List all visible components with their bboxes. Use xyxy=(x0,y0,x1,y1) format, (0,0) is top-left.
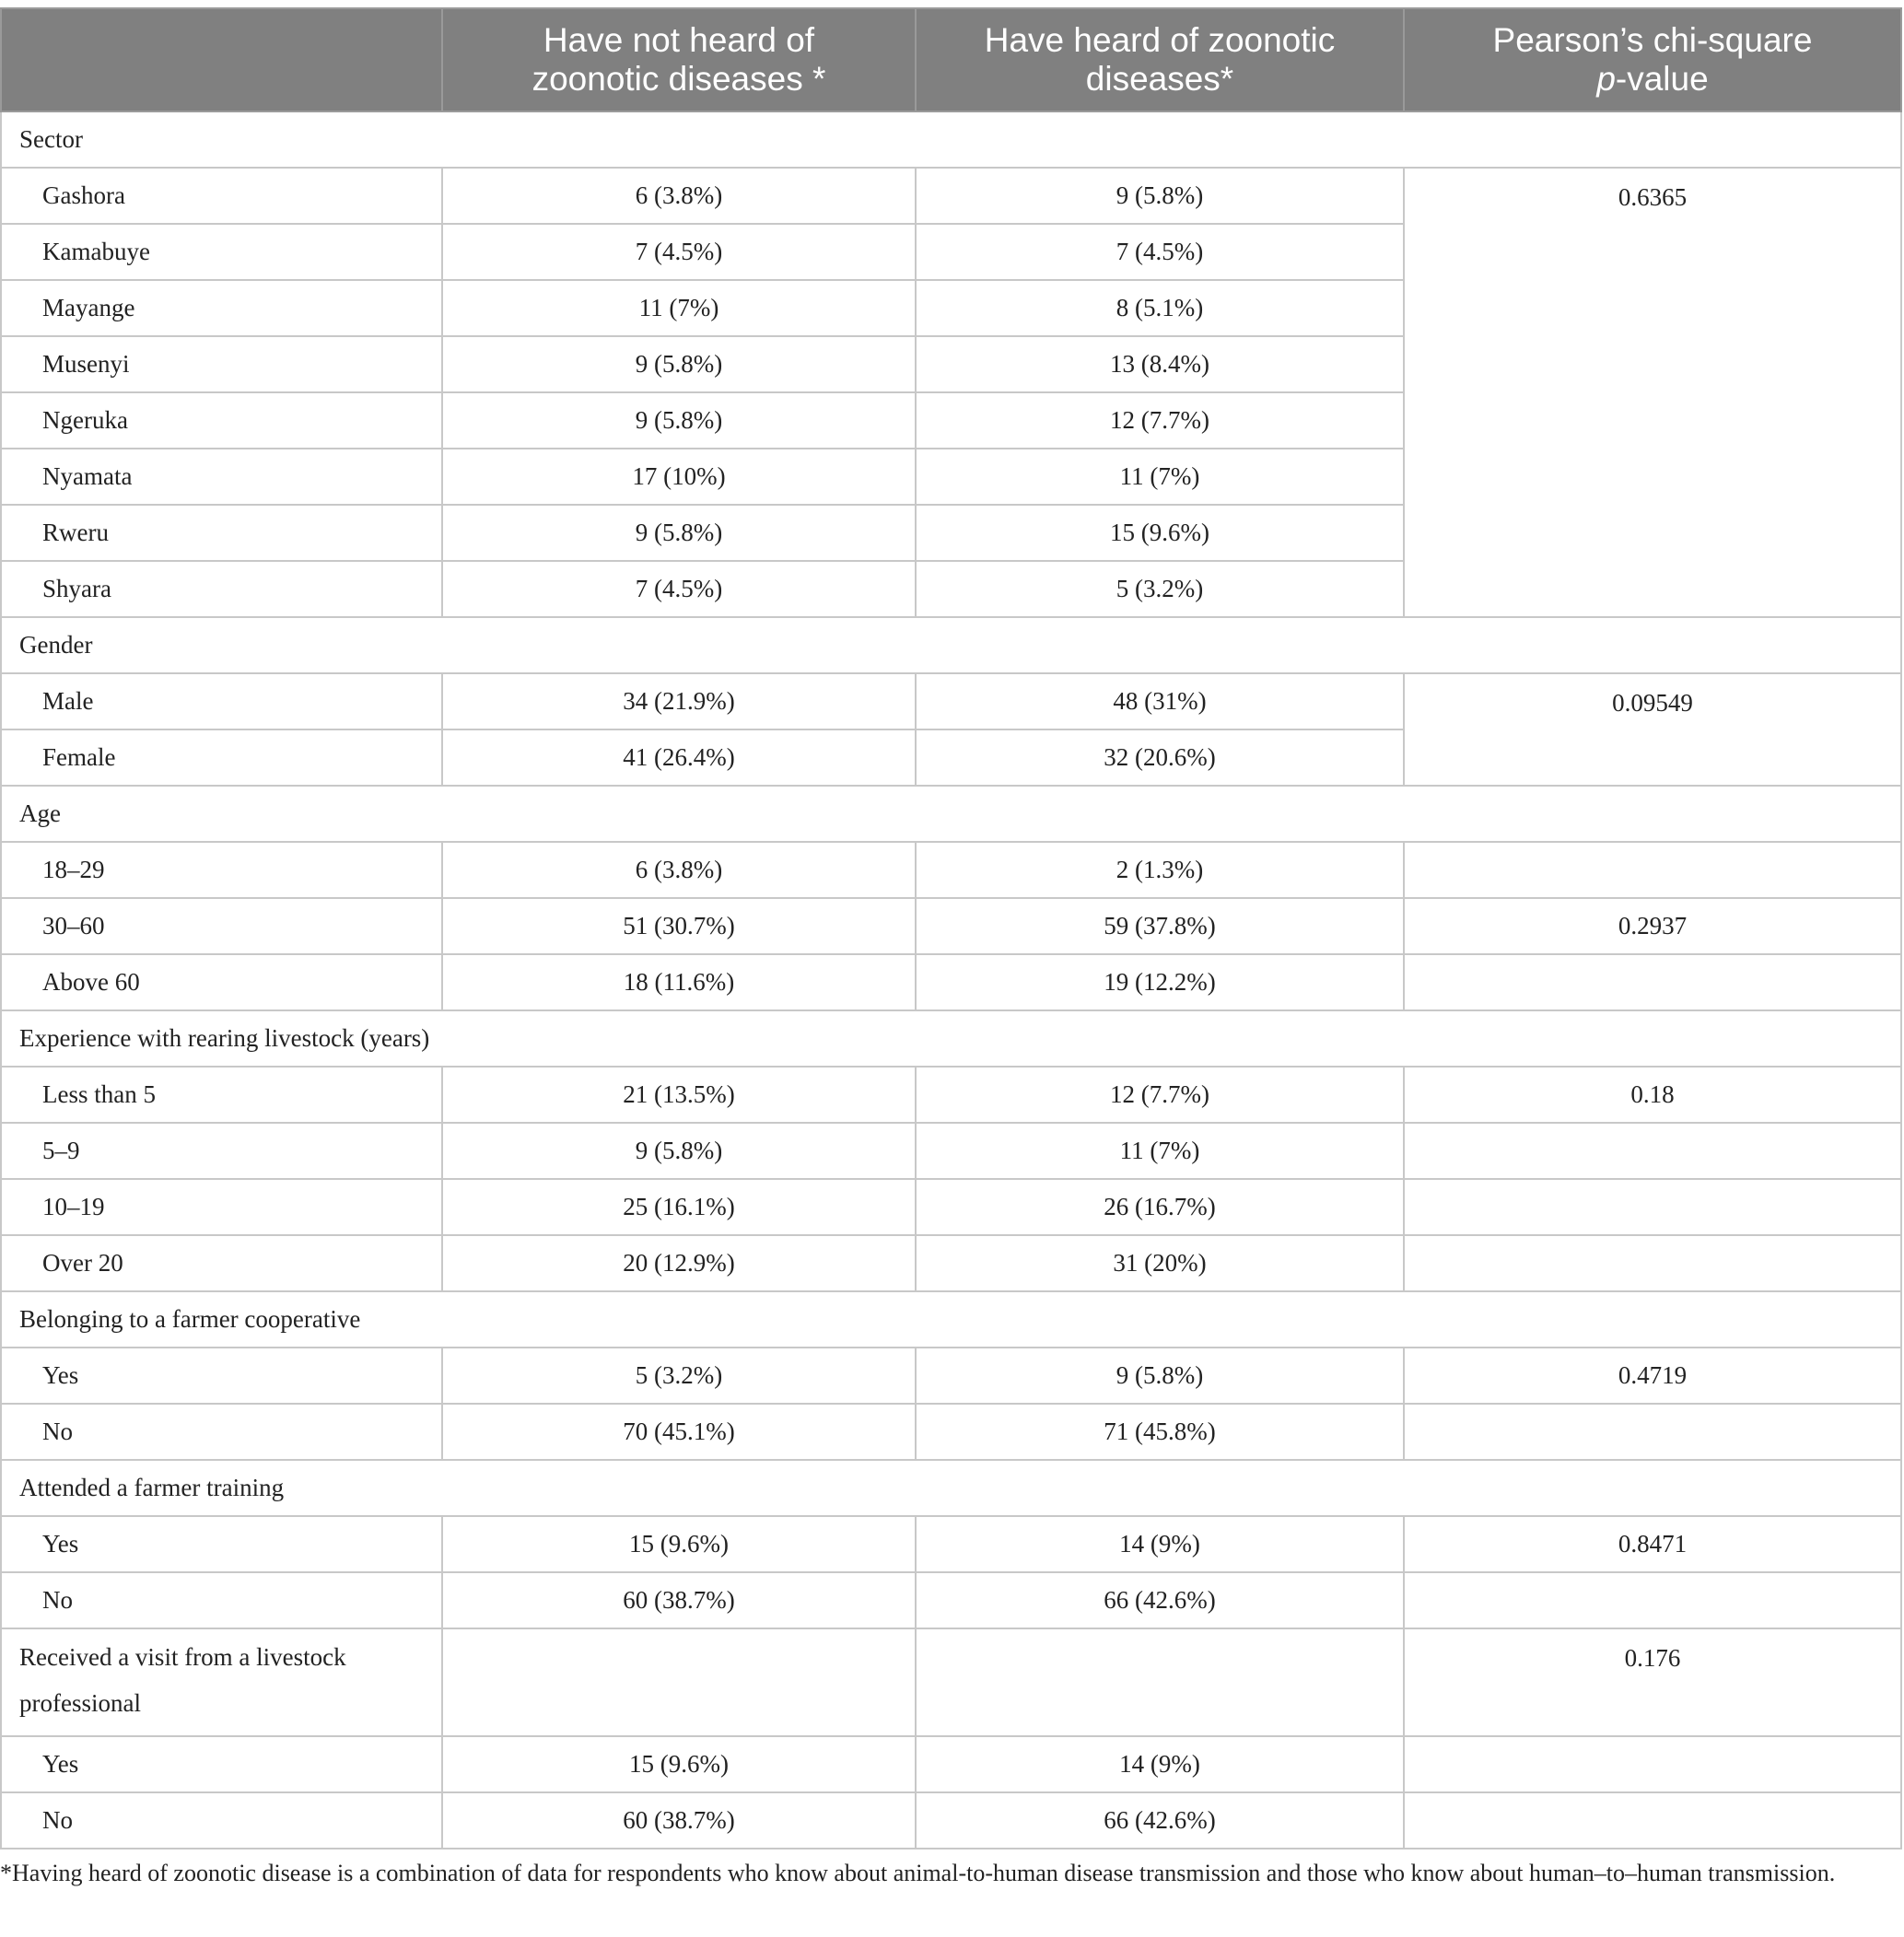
cell-heard: 9 (5.8%) xyxy=(916,1348,1404,1404)
table-row xyxy=(1,1736,1901,1792)
cell-empty xyxy=(442,1628,916,1736)
row-label: Less than 5 xyxy=(1,1067,442,1123)
cell-not-heard: 9 (5.8%) xyxy=(442,1123,916,1179)
row-label: Shyara xyxy=(1,561,442,617)
cell-p-value-empty xyxy=(1404,1235,1901,1291)
cell-not-heard: 7 (4.5%) xyxy=(442,224,916,280)
cell-heard: 13 (8.4%) xyxy=(916,336,1404,392)
row-label: Rweru xyxy=(1,505,442,561)
zoonotic-awareness-table xyxy=(0,7,1902,1849)
cell-heard: 66 (42.6%) xyxy=(916,1572,1404,1628)
row-label: No xyxy=(1,1572,442,1628)
table-row xyxy=(1,898,1901,954)
cell-p-value-empty xyxy=(1404,1792,1901,1849)
cell-not-heard: 7 (4.5%) xyxy=(442,561,916,617)
cell-not-heard: 70 (45.1%) xyxy=(442,1404,916,1460)
row-label: Male xyxy=(1,673,442,729)
group-row-experience xyxy=(1,1010,1901,1067)
cell-heard: 9 (5.8%) xyxy=(916,168,1404,224)
cell-heard: 8 (5.1%) xyxy=(916,280,1404,336)
table-row xyxy=(1,1516,1901,1572)
table-row xyxy=(1,1404,1901,1460)
group-row-training xyxy=(1,1460,1901,1516)
table-row xyxy=(1,1348,1901,1404)
row-label: Yes xyxy=(1,1348,442,1404)
cell-not-heard: 17 (10%) xyxy=(442,449,916,505)
row-label: 10–19 xyxy=(1,1179,442,1235)
header-empty-cell xyxy=(1,8,442,111)
header-not-heard: Have not heard of zoonotic diseases * xyxy=(442,8,916,111)
row-label: Over 20 xyxy=(1,1235,442,1291)
cell-heard: 5 (3.2%) xyxy=(916,561,1404,617)
table-row xyxy=(1,954,1901,1010)
group-row-gender xyxy=(1,617,1901,673)
cell-p-value: 0.176 xyxy=(1404,1628,1901,1736)
table-row xyxy=(1,1792,1901,1849)
table-row xyxy=(1,1123,1901,1179)
header-pvalue: Pearson’s chi-square p-value xyxy=(1404,8,1901,111)
cell-heard: 12 (7.7%) xyxy=(916,392,1404,449)
cell-empty xyxy=(916,1628,1404,1736)
group-row-age xyxy=(1,786,1901,842)
cell-p-value: 0.09549 xyxy=(1404,673,1901,786)
cell-p-value-empty xyxy=(1404,1404,1901,1460)
cell-not-heard: 15 (9.6%) xyxy=(442,1736,916,1792)
cell-not-heard: 18 (11.6%) xyxy=(442,954,916,1010)
group-label: Age xyxy=(1,786,1901,842)
cell-not-heard: 6 (3.8%) xyxy=(442,168,916,224)
cell-not-heard: 25 (16.1%) xyxy=(442,1179,916,1235)
cell-not-heard: 20 (12.9%) xyxy=(442,1235,916,1291)
row-label: Female xyxy=(1,729,442,786)
row-label: Mayange xyxy=(1,280,442,336)
cell-p-value: 0.8471 xyxy=(1404,1516,1901,1572)
cell-not-heard: 9 (5.8%) xyxy=(442,392,916,449)
row-label: Musenyi xyxy=(1,336,442,392)
cell-not-heard: 60 (38.7%) xyxy=(442,1792,916,1849)
row-label: Yes xyxy=(1,1736,442,1792)
cell-heard: 26 (16.7%) xyxy=(916,1179,1404,1235)
cell-heard: 11 (7%) xyxy=(916,1123,1404,1179)
table-footnote: *Having heard of zoonotic disease is a combination of data for respondents who know about animal-to-human disease transmission and those who know about human–to–human transmission. xyxy=(0,1860,1836,1886)
row-label: Yes xyxy=(1,1516,442,1572)
row-label: 30–60 xyxy=(1,898,442,954)
cell-p-value: 0.6365 xyxy=(1404,168,1901,617)
cell-heard: 66 (42.6%) xyxy=(916,1792,1404,1849)
cell-p-value-empty xyxy=(1404,954,1901,1010)
group-label: Attended a farmer training xyxy=(1,1460,1901,1516)
cell-heard: 31 (20%) xyxy=(916,1235,1404,1291)
cell-not-heard: 5 (3.2%) xyxy=(442,1348,916,1404)
group-label: Received a visit from a livestock professional xyxy=(1,1628,442,1736)
row-label: Kamabuye xyxy=(1,224,442,280)
cell-p-value-empty xyxy=(1404,1736,1901,1792)
cell-not-heard: 60 (38.7%) xyxy=(442,1572,916,1628)
cell-heard: 59 (37.8%) xyxy=(916,898,1404,954)
group-label: Gender xyxy=(1,617,1901,673)
cell-p-value-empty xyxy=(1404,1123,1901,1179)
cell-not-heard: 11 (7%) xyxy=(442,280,916,336)
table-wrapper xyxy=(0,7,1900,1849)
cell-not-heard: 41 (26.4%) xyxy=(442,729,916,786)
table-row xyxy=(1,168,1901,224)
cell-not-heard: 34 (21.9%) xyxy=(442,673,916,729)
cell-heard: 7 (4.5%) xyxy=(916,224,1404,280)
cell-heard: 32 (20.6%) xyxy=(916,729,1404,786)
group-row-sector xyxy=(1,111,1901,168)
row-label: Ngeruka xyxy=(1,392,442,449)
group-row-cooperative xyxy=(1,1291,1901,1348)
row-label: No xyxy=(1,1404,442,1460)
cell-heard: 12 (7.7%) xyxy=(916,1067,1404,1123)
cell-not-heard: 51 (30.7%) xyxy=(442,898,916,954)
row-label: 5–9 xyxy=(1,1123,442,1179)
cell-heard: 48 (31%) xyxy=(916,673,1404,729)
table-row xyxy=(1,842,1901,898)
group-row-visit xyxy=(1,1628,1901,1736)
cell-not-heard: 9 (5.8%) xyxy=(442,336,916,392)
table-row xyxy=(1,1067,1901,1123)
cell-p-value: 0.18 xyxy=(1404,1067,1901,1123)
row-label: Nyamata xyxy=(1,449,442,505)
table-row xyxy=(1,1235,1901,1291)
row-label: Gashora xyxy=(1,168,442,224)
cell-not-heard: 6 (3.8%) xyxy=(442,842,916,898)
cell-heard: 11 (7%) xyxy=(916,449,1404,505)
cell-not-heard: 9 (5.8%) xyxy=(442,505,916,561)
header-row xyxy=(1,8,1901,111)
row-label: No xyxy=(1,1792,442,1849)
cell-heard: 14 (9%) xyxy=(916,1516,1404,1572)
group-label: Belonging to a farmer cooperative xyxy=(1,1291,1901,1348)
group-label: Sector xyxy=(1,111,1901,168)
cell-heard: 14 (9%) xyxy=(916,1736,1404,1792)
cell-p-value: 0.4719 xyxy=(1404,1348,1901,1404)
cell-not-heard: 21 (13.5%) xyxy=(442,1067,916,1123)
cell-p-value: 0.2937 xyxy=(1404,898,1901,954)
header-heard: Have heard of zoonotic diseases* xyxy=(916,8,1404,111)
table-row xyxy=(1,673,1901,729)
table-row xyxy=(1,1572,1901,1628)
cell-p-value-empty xyxy=(1404,1572,1901,1628)
cell-heard: 71 (45.8%) xyxy=(916,1404,1404,1460)
cell-not-heard: 15 (9.6%) xyxy=(442,1516,916,1572)
table-row xyxy=(1,1179,1901,1235)
cell-heard: 2 (1.3%) xyxy=(916,842,1404,898)
cell-p-value-empty xyxy=(1404,842,1901,898)
cell-heard: 19 (12.2%) xyxy=(916,954,1404,1010)
row-label: 18–29 xyxy=(1,842,442,898)
group-label: Experience with rearing livestock (years) xyxy=(1,1010,1901,1067)
cell-p-value-empty xyxy=(1404,1179,1901,1235)
cell-heard: 15 (9.6%) xyxy=(916,505,1404,561)
row-label: Above 60 xyxy=(1,954,442,1010)
